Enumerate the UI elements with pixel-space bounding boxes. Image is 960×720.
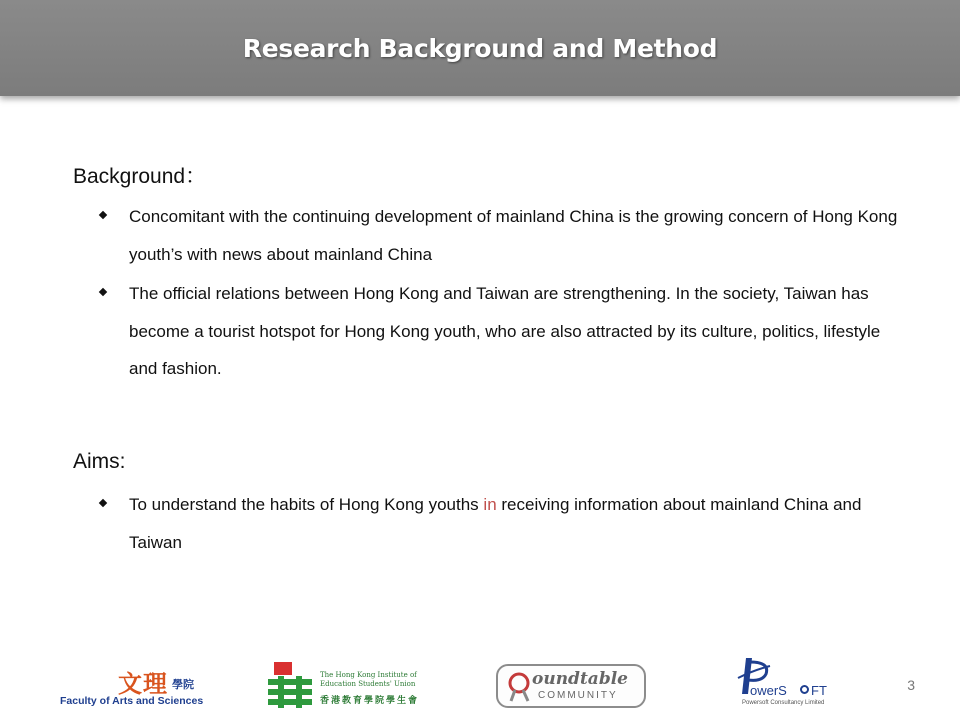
aims-heading: Aims: xyxy=(73,450,126,473)
bullet-text: The official relations between Hong Kong and Taiwan are strengthening. In the society, Taiwan has become a tourist hotspot for Hong Kong youth, who are also attracted by its culture, politics, lifestyle and fashion. xyxy=(129,284,881,378)
diamond-bullet-icon xyxy=(99,211,107,219)
students-union-emblem-icon xyxy=(266,662,314,710)
union-logo-chinese: 香港教育學院學生會 xyxy=(320,695,420,705)
powersoft-logo-sub: Powersoft Consultancy Limited xyxy=(742,700,825,706)
faculty-logo-chinese-small: 學院 xyxy=(172,679,194,691)
aims-text-part: receiving information about mainland China and Taiwan xyxy=(129,495,862,552)
slide-title: Research Background and Method xyxy=(242,34,718,63)
powersoft-logo-word: owerS xyxy=(750,683,787,698)
powersoft-logo xyxy=(736,656,836,712)
faculty-logo xyxy=(60,662,210,710)
union-logo-line2: Education Students' Union xyxy=(320,680,416,688)
background-heading: Background： xyxy=(73,165,207,188)
diamond-bullet-icon xyxy=(99,499,107,507)
title-bar xyxy=(0,0,960,96)
bullet-text xyxy=(129,486,899,561)
students-union-logo xyxy=(266,662,436,710)
roundtable-logo-word: oundtable xyxy=(532,669,628,689)
roundtable-r-icon xyxy=(506,672,532,702)
faculty-logo-english: Faculty of Arts and Sciences xyxy=(60,695,204,707)
page-number: 3 xyxy=(907,677,915,693)
roundtable-logo-community: COMMUNITY xyxy=(538,690,618,701)
aims-text-highlight: in xyxy=(483,495,497,514)
bullet-text: Concomitant with the continuing development of mainland China is the growing concern of Hong Kong youth’s with news about mainland China xyxy=(129,207,898,264)
union-logo-line1: The Hong Kong Institute of xyxy=(320,671,417,679)
aims-text-part: To understand the habits of Hong Kong youths xyxy=(129,495,484,514)
powersoft-o-icon xyxy=(800,685,809,694)
diamond-bullet-icon xyxy=(99,288,107,296)
roundtable-logo xyxy=(496,664,646,708)
powersoft-logo-word-tail: FT xyxy=(811,683,827,698)
faculty-logo-chinese: 文理 xyxy=(118,669,168,698)
